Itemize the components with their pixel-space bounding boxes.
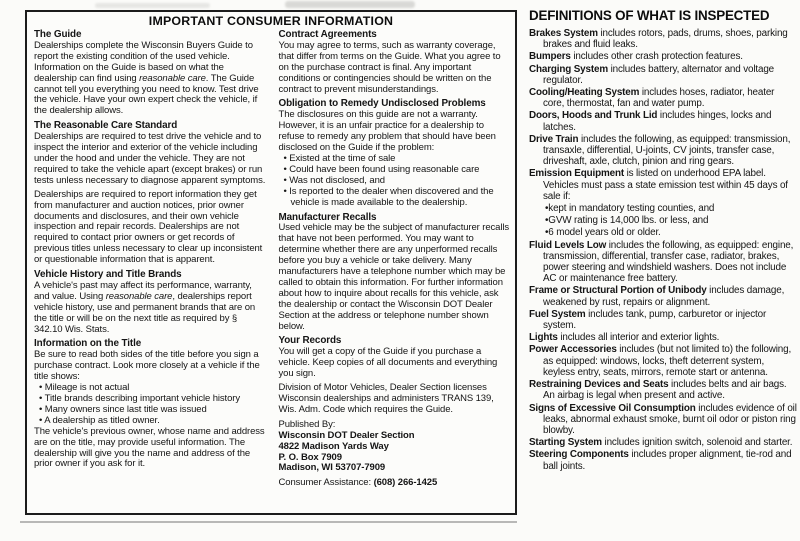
definition-term: Doors, Hoods and Trunk Lid [529, 110, 658, 122]
middle-column [279, 30, 511, 493]
definition-entry: Power Accessories includes (but not limited to) the following, as equipped: windows, locks, theft deterrent system, keyless entry, seats, mirrors, remote start or antenna. [529, 344, 792, 378]
paragraph: Dealerships are required to report information they get from manufacturer and auction notices, prior owner documents and disclosures, and their own vehicle inspection and repair records. Dealerships are not required to contact prior owners or get records of previous titles unless necessary to clear up inconsistent or questionable information that is apparent. [34, 188, 263, 266]
definition-entry: Frame or Structural Portion of Unibody includes damage, weakened by rust, repairs or alignment. [529, 285, 785, 308]
scan-smudge [95, 3, 210, 8]
definition-entry: Fluid Levels Low includes the following, as equipped: engine, transmission, differential, transfer case, radiator, brakes, power steering and windshield washers. Does not include AC or maintenance free battery. [529, 239, 794, 285]
paragraph: A vehicle's past may affect its performance, warranty, and value. Using reasonable care, dealerships report vehicle history, use and permanent brands that are on the title or will be on the next title as required by § 342.10 Wis. Stats. [34, 279, 256, 335]
bullet-item: • A dealership as titled owner. [39, 414, 160, 426]
definitions-panel [529, 8, 797, 473]
definition-term: Lights [529, 332, 558, 344]
definition-entry: Cooling/Heating System includes hoses, radiator, heater core, thermostat, fan and water pump. [529, 87, 775, 110]
section [34, 339, 266, 470]
section-heading: Contract Agreements [278, 29, 377, 40]
definition-term: Restraining Devices and Seats [529, 379, 669, 391]
paragraph: Division of Motor Vehicles, Dealer Section licenses Wisconsin dealerships and administers TRANS 139, Wis. Adm. Code which requires the Guide. [278, 382, 494, 415]
assistance-phone: (608) 266-1425 [373, 477, 438, 489]
bullet-list [34, 383, 266, 427]
paragraph: You will get a copy of the Guide if you purchase a vehicle. Keep copies of all documents and everything you sign. [278, 346, 498, 380]
paragraph: Be sure to read both sides of the title before you sign a purchase contract. Look more closely at a vehicle if the title shows: [34, 349, 260, 383]
section [34, 121, 266, 266]
bullet-item: • Existed at the time of sale [283, 152, 396, 164]
paragraph: The disclosures on this guide are not a warranty. However, it is an unfair practice for a dealership to refuse to remedy any problem that should have been disclosed on the Guide if the problem: [278, 109, 496, 154]
definition-entry: Starting System includes ignition switch, solenoid and starter. [529, 437, 793, 449]
definition-bullet: •kept in mandatory testing counties, and [545, 203, 715, 215]
definition-entry: Signs of Excessive Oil Consumption includes evidence of oil leaks, abnormal exhaust smoke, burnt oil odor or piston ring blowby. [529, 402, 797, 436]
paragraph: The vehicle's previous owner, whose name and address are on the title, may provide useful information. The dealership will give you the name and address of the prior owner if you ask for it. [34, 425, 265, 470]
definition-term: Signs of Excessive Oil Consumption [529, 402, 696, 414]
paragraph: Published By: [278, 418, 336, 430]
left-column [34, 30, 266, 493]
paragraph: Used vehicle may be the subject of manufacturer recalls that have not been performed. You may want to determine whether there are any unperformed recalls before you buy a vehicle or take delivery. Many manufacturers have a telephone number which may be called to obtain this information. For further information about how to inquire about recalls for this vehicle, ask the dealership or contact the Wisconsin DOT Dealer Section at the address or telephone number shown below. [278, 222, 510, 332]
section [279, 213, 511, 333]
definition-term: Fuel System [529, 308, 586, 320]
definition-term: Bumpers [529, 51, 571, 63]
definition-term: Cooling/Heating System [529, 87, 640, 99]
bullet-item: • Title brands describing important vehicle history [39, 393, 240, 404]
definition-bullet: •6 model years old or older. [545, 227, 661, 239]
definition-term: Power Accessories [529, 344, 617, 356]
scan-line-artifact [20, 521, 517, 523]
section-heading: Your Records [278, 335, 342, 347]
definition-term: Fluid Levels Low [529, 239, 607, 251]
definition-entry: Drive Train includes the following, as equipped: transmission, transaxle, differential, U-joints, CV joints, transfer case, driveshaft, axle, clutch, pinion and ring gears. [529, 133, 791, 168]
section-heading: Vehicle History and Title Brands [34, 269, 182, 281]
paragraph: You may agree to terms, such as warranty coverage, that differ from terms on the Guide. What you agree to on the purchase contract is final. Any important conditions or contingencies should be written on the contract to prevent misunderstandings. [278, 39, 501, 95]
section [279, 336, 511, 415]
definition-term: Emission Equipment [529, 168, 624, 180]
definition-term: Frame or Structural Portion of Unibody [529, 285, 707, 297]
bullet-item: • Could have been found using reasonable care [283, 163, 480, 175]
panel-title: IMPORTANT CONSUMER INFORMATION [148, 14, 394, 28]
section-heading: The Reasonable Care Standard [34, 120, 178, 132]
definition-entry: Restraining Devices and Seats includes belts and air bags. An airbag is legal when present and active. [529, 379, 787, 402]
definition-entry: Doors, Hoods and Trunk Lid includes hinges, locks and latches. [529, 110, 772, 133]
bullet-item: • Many owners since last title was issued [39, 403, 207, 415]
definitions-title: DEFINITIONS OF WHAT IS INSPECTED [529, 8, 770, 23]
definition-entry: Emission Equipment is listed on underhood EPA label. Vehicles must pass a state emission test within 45 days of sale if: [529, 168, 788, 202]
section-heading: Obligation to Remedy Undisclosed Problems [278, 98, 486, 110]
section-heading: Information on the Title [34, 338, 142, 350]
section [279, 30, 511, 95]
bullet-item: • Mileage is not actual [39, 382, 130, 394]
paragraph: Dealerships are required to test drive the vehicle and to inspect the interior and exterior of the vehicle including under the hood and under the vehicle. They are not required to take the vehicle apart (except brakes) or run tests unless necessary to diagnose apparent symptoms. [34, 131, 266, 186]
consumer-assistance-line [279, 478, 511, 489]
scan-smudge [285, 1, 415, 8]
section [34, 30, 266, 117]
section [279, 99, 511, 208]
bullet-list [279, 154, 511, 209]
section-heading: The Guide [34, 29, 82, 40]
definition-term: Brakes System [529, 28, 598, 39]
publisher-address-line: Wisconsin DOT Dealer Section [278, 429, 415, 441]
important-consumer-information-panel [25, 10, 517, 515]
definition-term: Charging System [529, 63, 608, 75]
definition-term: Starting System [529, 437, 602, 449]
definition-bullet: •GVW rating is 14,000 lbs. or less, and [545, 215, 709, 227]
paragraph: Dealerships complete the Wisconsin Buyers Guide to report the existing condition of the used vehicle. Information on the Guide is based on what the dealership can find using reasonable care. The Guide cannot tell you everything you need to know. Test drive the vehicle. Have your own expert check the vehicle, if the dealership allows. [34, 39, 259, 117]
section [34, 270, 266, 335]
publisher-address-line: P. O. Box 7909 [278, 451, 342, 463]
panel-columns [27, 28, 515, 493]
section-heading: Manufacturer Recalls [278, 211, 377, 223]
definition-term: Drive Train [529, 133, 579, 145]
definition-entry: Steering Components includes proper alignment, tie-rod and ball joints. [529, 449, 792, 472]
publisher-address-line: Madison, WI 53707-7909 [278, 462, 386, 474]
definition-entry: Charging System includes battery, alternator and voltage regulator. [529, 63, 775, 86]
bullet-item: • Is reported to the dealer when discovered and the vehicle is made available to the dealership. [283, 185, 494, 208]
assistance-label: Consumer Assistance: [278, 477, 374, 489]
section [279, 420, 511, 489]
definition-entry: Brakes System includes rotors, pads, drums, shoes, parking brakes and fluid leaks. [529, 28, 788, 51]
definition-entry: Lights includes all interior and exterior lights. [529, 332, 720, 344]
definition-term: Steering Components [529, 449, 629, 461]
publisher-address-line: 4822 Madison Yards Way [278, 440, 389, 452]
definition-entry: Fuel System includes tank, pump, carburetor or injector system. [529, 308, 767, 332]
bullet-item: • Was not disclosed, and [283, 174, 385, 186]
definition-entry: Bumpers includes other crash protection features. [529, 51, 743, 63]
definitions-list [529, 28, 797, 472]
